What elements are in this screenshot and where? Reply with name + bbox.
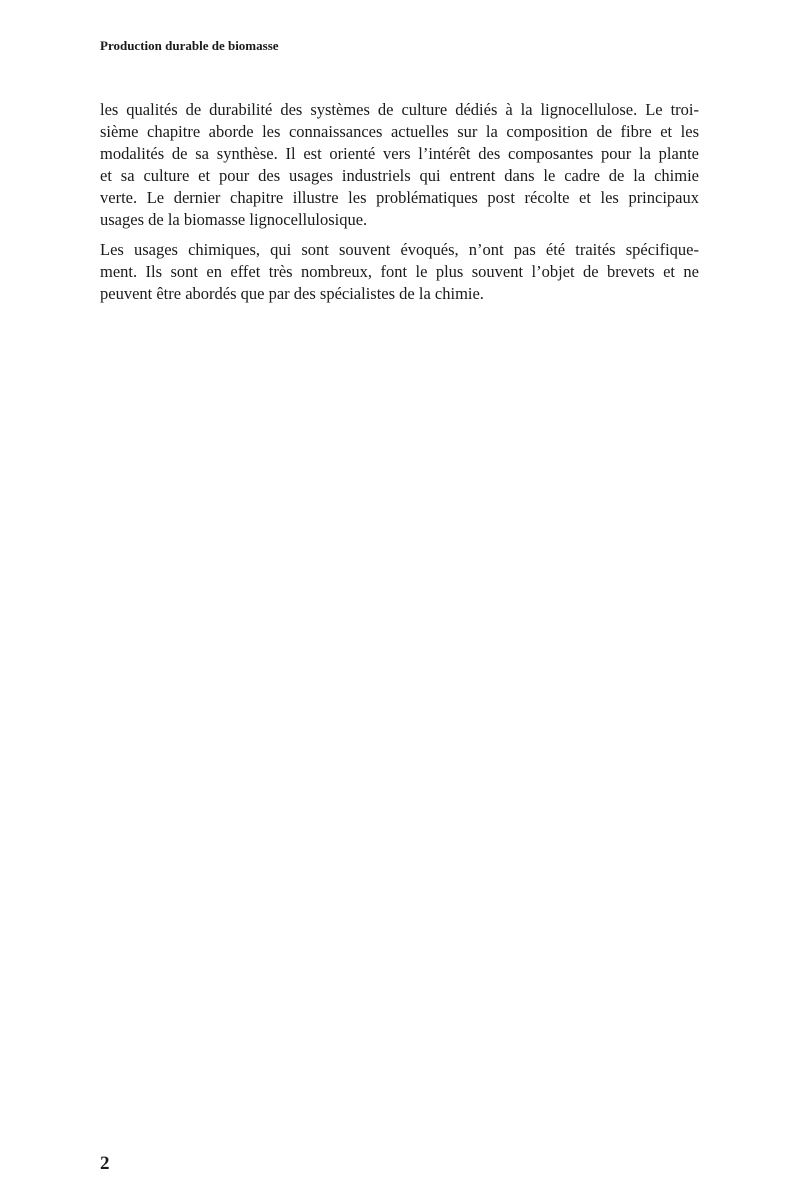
text-line: et sa culture et pour des usages industriels qui entrent dans le cadre de la chimie (100, 166, 699, 185)
text-line: modalités de sa synthèse. Il est orienté vers l’intérêt des composantes pour la plante (100, 144, 699, 163)
body-text (100, 99, 699, 313)
text-line: verte. Le dernier chapitre illustre les problématiques post récolte et les principaux (100, 188, 699, 207)
text-line: peuvent être abordés que par des spécialistes de la chimie. (100, 284, 484, 303)
paragraph (100, 99, 699, 231)
text-line: usages de la biomasse lignocellulosique. (100, 210, 368, 229)
running-header: Production durable de biomasse (100, 38, 279, 53)
text-line: ment. Ils sont en effet très nombreux, font le plus souvent l’objet de brevets et ne (100, 262, 699, 281)
text-line: Les usages chimiques, qui sont souvent évoqués, n’ont pas été traités spécifique- (100, 240, 699, 259)
paragraph (100, 239, 699, 305)
page-number: 2 (100, 1153, 110, 1174)
text-line: sième chapitre aborde les connaissances actuelles sur la composition de fibre et les (100, 122, 699, 141)
text-line: les qualités de durabilité des systèmes de culture dédiés à la lignocellulose. Le troi- (100, 100, 699, 119)
